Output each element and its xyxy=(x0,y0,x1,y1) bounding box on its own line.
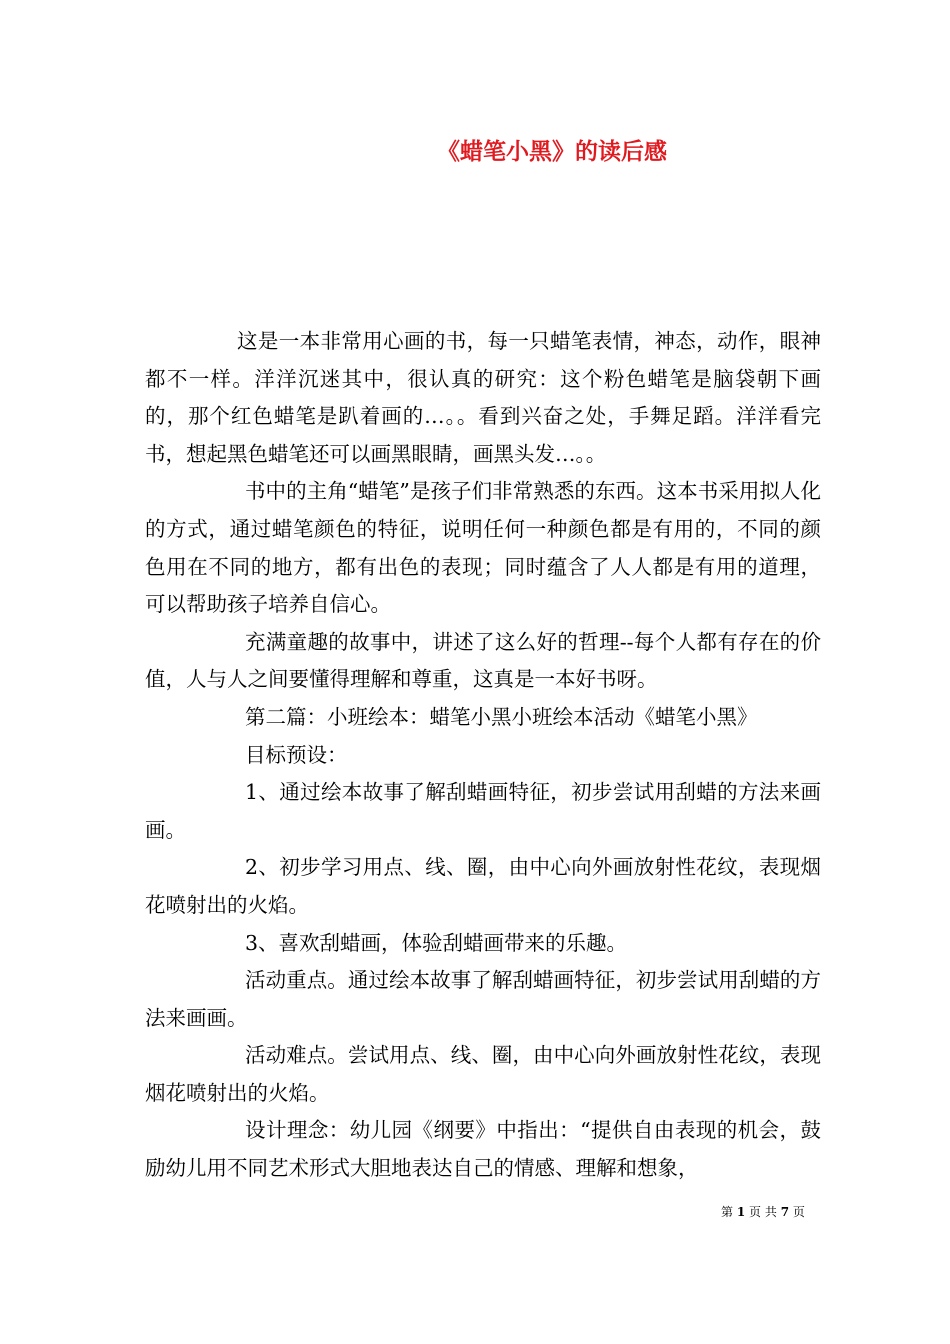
footer-middle: 页 共 xyxy=(749,1205,777,1219)
footer-total-pages: 7 xyxy=(780,1205,790,1219)
paragraph: 2、初步学习用点、线、圈，由中心向外画放射性花纹，表现烟花喷射出的火焰。 xyxy=(145,855,821,917)
document-body xyxy=(145,323,821,1188)
paragraph: 充满童趣的故事中，讲述了这么好的哲理--每个人都有存在的价值，人与人之间要懂得理解和尊重，这真是一本好书呀。 xyxy=(145,629,821,692)
footer-prefix: 第 xyxy=(721,1205,734,1219)
footer-page-number: 1 xyxy=(736,1205,746,1219)
paragraph: 3、喜欢刮蜡画，体验刮蜡画带来的乐趣。 xyxy=(245,930,628,955)
paragraph: 活动难点。尝试用点、线、圈，由中心向外画放射性花纹，表现烟花喷射出的火焰。 xyxy=(145,1043,821,1105)
paragraph: 书中的主角“蜡笔”是孩子们非常熟悉的东西。这本书采用拟人化的方式，通过蜡笔颜色的特征，说明任何一种颜色都是有用的，不同的颜色用在不同的地方，都有出色的表现；同时蕴含了人人都是有用的道理，可以帮助孩子培养自信心。 xyxy=(145,479,821,617)
paragraph: 设计理念：幼儿园《纲要》中指出：“提供自由表现的机会，鼓励幼儿用不同艺术形式大胆地表达自己的情感、理解和想象， xyxy=(145,1118,821,1181)
page-footer xyxy=(721,1203,805,1220)
document-title: 《蜡笔小黑》的读后感 xyxy=(437,138,667,165)
paragraph: 1、通过绘本故事了解刮蜡画特征，初步尝试用刮蜡的方法来画画。 xyxy=(145,780,821,842)
paragraph: 第二篇：小班绘本：蜡笔小黑小班绘本活动《蜡笔小黑》 xyxy=(245,704,758,729)
paragraph: 这是一本非常用心画的书，每一只蜡笔表情，神态，动作，眼神都不一样。洋洋沉迷其中，很认真的研究：这个粉色蜡笔是脑袋朝下画的，那个红色蜡笔是趴着画的…。。看到兴奋之处，手舞足蹈。洋洋看完书，想起黑色蜡笔还可以画黑眼睛，画黑头发…。。 xyxy=(145,329,821,466)
paragraph: 目标预设： xyxy=(245,742,348,767)
footer-suffix: 页 xyxy=(792,1205,805,1219)
paragraph: 活动重点。通过绘本故事了解刮蜡画特征，初步尝试用刮蜡的方法来画画。 xyxy=(145,968,821,1030)
